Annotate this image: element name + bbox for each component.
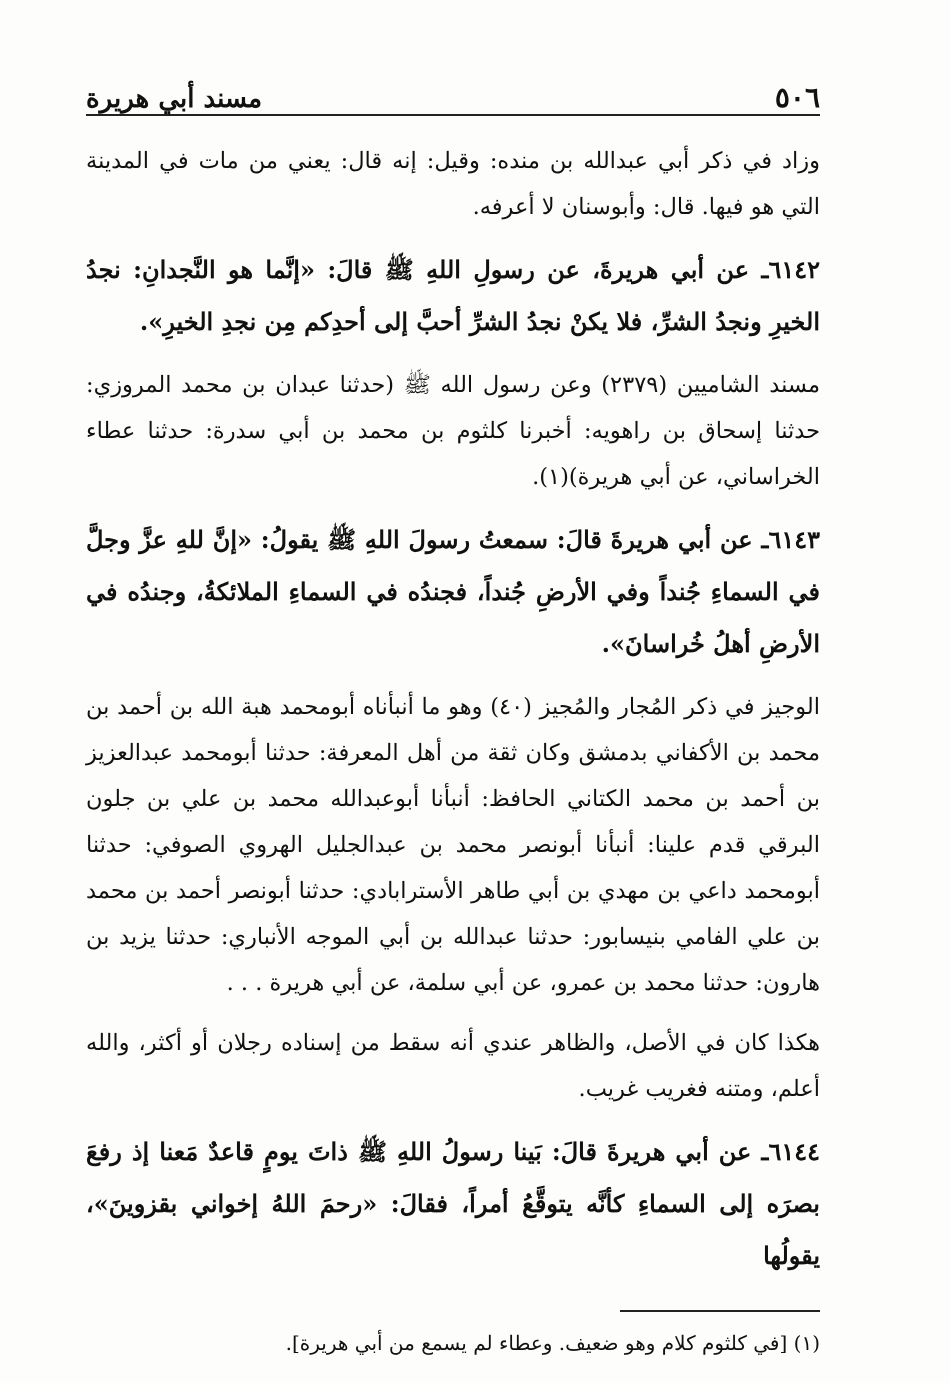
footnote-1: (١) [في كلثوم كلام وهو ضعيف. وعطاء لم يسمع من أبي هريرة]. <box>285 1331 820 1355</box>
paragraph-commentary-2: هكذا كان في الأصل، والظاهر عندي أنه سقط من إسناده رجلان أو أكثر، والله أعلم، ومتنه فغريب غريب. <box>86 1030 820 1102</box>
page-number: ٥٠٦ <box>774 81 820 114</box>
paragraph-commentary-1: وزاد في ذكر أبي عبدالله بن منده: وقيل: إنه قال: يعني من مات في المدينة التي هو فيها. قال: وأبوسنان لا أعرفه. <box>86 148 820 220</box>
hadith-6143: ٦١٤٣ـ عن أبي هريرةَ قالَ: سمعتُ رسولَ اللهِ ﷺ يقولُ: «إنَّ للهِ عزَّ وجلَّ في السماءِ جُنداً وفي الأرضِ جُنداً، فجندُه في السماءِ الملائكةُ، وجندُه في الأرضِ أهلُ خُراسانَ». <box>86 525 820 658</box>
book-title: مسند أبي هريرة <box>86 84 263 114</box>
footnote-divider <box>620 1310 820 1312</box>
hadith-6142: ٦١٤٢ـ عن أبي هريرةَ، عن رسولِ اللهِ ﷺ قالَ: «إنَّما هو النَّجدانِ: نجدُ الخيرِ ونجدُ الشرِّ، فلا يكنْ نجدُ الشرِّ أحبَّ إلى أحدِكم مِن نجدِ الخيرِ». <box>86 255 820 336</box>
paragraph-source-2: الوجيز في ذكر المُجار والمُجيز (٤٠) وهو ما أنبأناه أبومحمد هبة الله بن أحمد بن محمد بن الأكفاني بدمشق وكان ثقة من أهل المعرفة: حدثنا أبومحمد عبدالعزيز بن أحمد بن محمد الكتاني الحافظ: أنبأنا أبوعبدالله محمد بن علي بن جلون البرقي قدم علينا: أنبأنا أبونصر محمد بن عبدالجليل الهروي الصوفي: حدثنا أبومحمد داعي بن مهدي بن أبي طاهر الأسترابادي: حدثنا أبونصر أحمد بن محمد بن علي الفامي بنيسابور: حدثنا عبدالله بن أبي الموجه الأنباري: حدثنا يزيد بن هارون: حدثنا محمد بن عمرو، عن أبي سلمة، عن أبي هريرة . . . <box>86 694 820 996</box>
running-header <box>86 68 820 116</box>
hadith-6144: ٦١٤٤ـ عن أبي هريرةَ قالَ: بَينا رسولُ اللهِ ﷺ ذاتَ يومٍ قاعدٌ مَعنا إذ رفعَ بصرَه إلى السماءِ كأنَّه يتوقَّعُ أمراً، فقالَ: «رحمَ اللهُ إخواني بقزوينَ»، يقولُها <box>86 1137 820 1270</box>
paragraph-source-1: مسند الشاميين (٢٣٧٩) وعن رسول الله ﷺ (حدثنا عبدان بن محمد المروزي: حدثنا إسحاق بن راهويه: أخبرنا كلثوم بن محمد بن أبي سدرة: حدثنا عطاء الخراساني، عن أبي هريرة)(١). <box>86 372 820 490</box>
